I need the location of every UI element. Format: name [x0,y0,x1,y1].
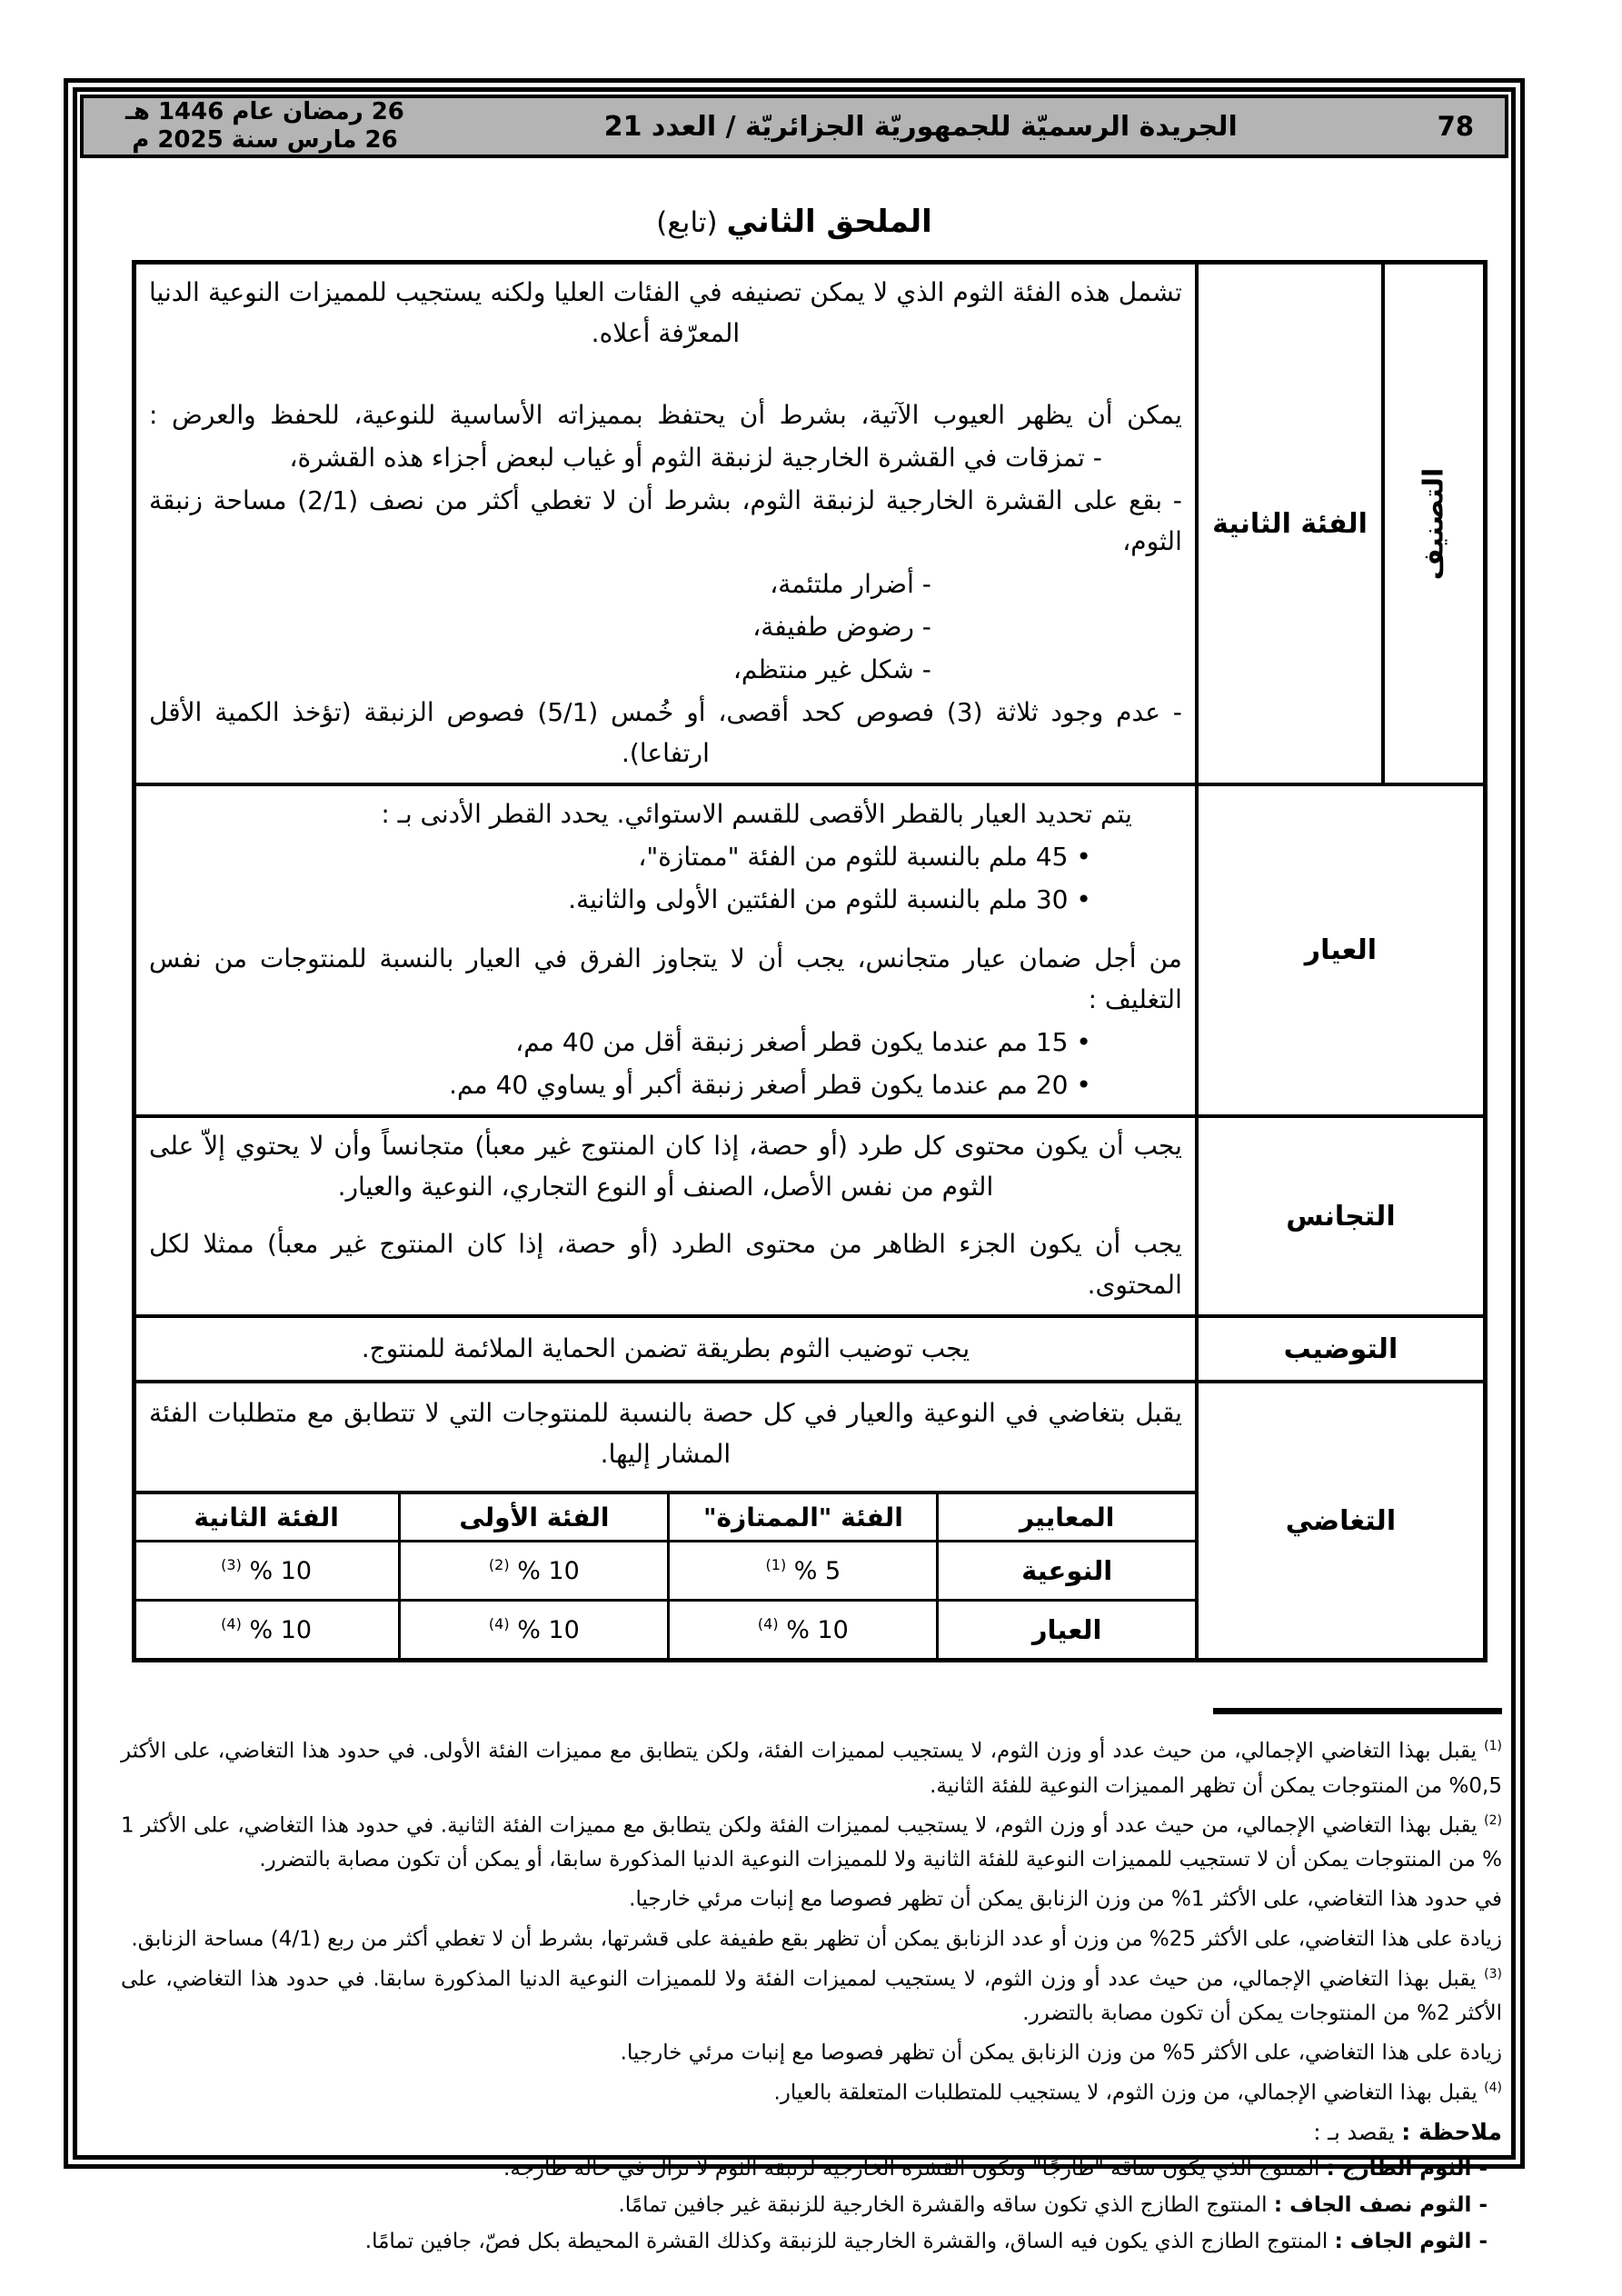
footnote [121,2031,1502,2071]
caliber-bullet: • 15 مم عندما يكون قطر أصغر زنبقة أقل من 40 مم، [515,1027,1091,1057]
footnote-ref: (4) [488,1615,510,1632]
tolerance-grid-row-caliber [134,1601,1195,1659]
note-lead: يقصد بـ : [1313,2119,1402,2145]
page-frame [64,78,1525,2253]
definition-term: - الثوم نصف الجاف : [1273,2192,1488,2217]
definition-text: المنتوج الذي يكون ساقه "طازجًا" وتكون القشرة الخارجية لزنبقة الثوم لا تزال في حالة طازجة. [503,2156,1327,2181]
tolerance-grid-header-row [134,1492,1195,1542]
footnote-text: زيادة على هذا التغاضي، على الأكثر 25% من وزن أو عدد الزنابق يمكن أن تظهر بقع طفيفة على قشرتها، بشرط أن لا تغطي أكثر من ربع (4/1) مساحة الزنابق. [131,1927,1502,1952]
category-second-label: الفئة الثانية [1197,263,1383,785]
definition-fresh-garlic [121,2151,1502,2187]
hijri-date: 26 رمضان عام 1446 هـ [125,98,404,125]
table-row-classification [134,263,1486,785]
homogeneity-paragraph: يجب أن يكون الجزء الظاهر من محتوى الطرد (أو حصة، إذا كان المنتوج غير معبأ) ممثلا لكل المحتوى. [149,1229,1182,1300]
grid-value: 10 % [786,1616,849,1644]
annex-title-main: الملحق الثاني [726,204,932,240]
tolerance-grid [134,1491,1195,1658]
footnote-ref: (3) [221,1556,242,1573]
grid-value: 10 % [517,1616,580,1644]
grid-value: 10 % [249,1616,313,1644]
caliber-label: العيار [1197,784,1486,1116]
classification-paragraph: يمكن أن يظهر العيوب الآتية، بشرط أن يحتفظ بمميزاته الأساسية للنوعية، للحفظ والعرض : [149,400,1182,430]
caliber-paragraph: يتم تحديد العيار بالقطر الأقصى للقسم الاستوائي. يحدد القطر الأدنى بـ : [381,799,1132,829]
footnote-text: يقبل بهذا التغاضي الإجمالي، من حيث عدد أو وزن الثوم، لا يستجيب لمميزات الفئة ولكن يتطابق مع مميزات الفئة الثانية. في حدود هذا التغاضي، على الأكثر 1 % من المنتوجات يمكن أن لا تستجيب للمميزات النوعية للفئة الثانية ولا للمميزات النوعية الدنيا المذكورة سابقا، أو يمكن أن تكون مصابة بالتضرر. [121,1813,1502,1872]
caliber-bullet: • 30 ملم بالنسبة للثوم من الفئتين الأولى والثانية. [568,884,1091,914]
grid-cell [400,1542,669,1601]
tolerance-intro: يقبل بتغاضي في النوعية والعيار في كل حصة بالنسبة للمنتوجات التي لا تتطابق مع متطلبات الفئة المشار إليها. [149,1398,1182,1469]
grid-row-label: النوعية [938,1542,1195,1601]
grid-row-label: العيار [938,1601,1195,1659]
footnote-marker: (1) [1484,1739,1502,1753]
footnote-text: يقبل بهذا التغاضي الإجمالي، من حيث عدد أو وزن الثوم، لا يستجيب لمميزات الفئة، ولكن يتطابق مع مميزات الفئة الأولى. في حدود هذا التغاضي، على الأكثر 0,5% من المنتوجات يمكن أن تظهر المميزات النوعية للفئة الثانية. [121,1739,1502,1798]
tolerance-label: التغاضي [1197,1382,1486,1661]
grid-cell [134,1542,400,1601]
gregorian-date: 26 مارس سنة 2025 م [132,126,398,154]
rotated-label-wrap [1390,265,1478,783]
grid-value: 10 % [249,1557,313,1585]
footnote-ref: (4) [757,1615,779,1632]
definition-text: المنتوج الطازج الذي يكون فيه الساق، والقشرة الخارجية للزنبقة وكذلك القشرة المحيطة بكل فصّ، جافين تمامًا. [364,2229,1335,2253]
classification-paragraph: تشمل هذه الفئة الثوم الذي لا يمكن تصنيفه في الفئات العليا ولكنه يستجيب للمميزات النوعية الدنيا المعرّفة أعلاه. [149,277,1182,348]
grid-value: 5 % [793,1557,841,1585]
grid-cell [134,1601,400,1659]
grid-header-first: الفئة الأولى [400,1492,669,1542]
annex-title-suffix: (تابع) [656,206,718,239]
grid-cell [669,1601,938,1659]
footnote-marker: (2) [1484,1812,1502,1828]
footnote-marker: (4) [1484,2080,1502,2095]
homogeneity-paragraph: يجب أن يكون محتوى كل طرد (أو حصة، إذا كان المنتوج غير معبأ) متجانساً وأن لا يحتوي إلاّ على الثوم من نفس الأصل، الصنف أو النوع التجاري، النوعية والعيار. [149,1131,1182,1202]
spec-table [132,260,1488,1662]
footnote-ref: (2) [488,1556,510,1573]
table-row-tolerance [134,1382,1486,1661]
footnote-ref: (4) [221,1615,242,1632]
homogeneity-content [134,1116,1197,1316]
definition-semidry-garlic [121,2187,1502,2223]
footnote-text: في حدود هذا التغاضي، على الأكثر 1% من وزن الزنابق يمكن أن تظهر فصوصا مع إنبات مرئي خارجيا. [629,1887,1502,1912]
caliber-paragraph: من أجل ضمان عيار متجانس، يجب أن لا يتجاوز الفرق في العيار بالنسبة للمنتوجات من نفس التغليف : [149,943,1182,1014]
annex-title [77,204,1511,240]
packaging-content [134,1316,1197,1382]
note-title: ملاحظة : [1401,2118,1502,2145]
grid-header-criteria: المعايير [938,1492,1195,1542]
classification-item: - شكل غير منتظم، [732,654,931,684]
table-row-homogeneity [134,1116,1486,1316]
grid-value: 10 % [517,1557,580,1585]
classification-item: - بقع على القشرة الخارجية لزنبقة الثوم، بشرط أن لا تغطي أكثر من نصف (2/1) مساحة زنبقة الثوم، [149,485,1182,556]
caliber-content [134,784,1197,1116]
footnote [121,1957,1502,2031]
grid-header-extra: الفئة "الممتازة" [669,1492,938,1542]
tolerance-grid-row-quality [134,1542,1195,1601]
footnote-marker: (3) [1484,1966,1502,1982]
page-number: 78 [1437,111,1474,142]
definition-term: - الثوم الجاف : [1334,2229,1488,2253]
footnote [121,1917,1502,1957]
classification-label: التصنيف [1418,467,1450,580]
footnote [121,2071,1502,2111]
note-heading [121,2114,1502,2151]
journal-title: الجريدة الرسميّة للجمهوريّة الجزائريّة / العدد 21 [603,110,1238,143]
classification-item: - رضوض طفيفة، [752,612,931,642]
footnote-text: يقبل بهذا التغاضي الإجمالي، من حيث عدد أو وزن الثوم، لا يستجيب لمميزات الفئة ولا للمميزات النوعية الدنيا المذكورة سابقا. في حدود هذا التغاضي، على الأكثر 2% من المنتوجات يمكن أن تكون مصابة بالتضرر. [121,1967,1502,2026]
classification-item: - تمزقات في القشرة الخارجية لزنبقة الثوم أو غياب لبعض أجزاء هذه القشرة، [289,443,1102,473]
header-dates [84,98,404,155]
caliber-bullet: • 45 ملم بالنسبة للثوم من الفئة "ممتازة"، [638,842,1091,872]
footnote [121,1729,1502,1803]
footnote [121,1877,1502,1917]
classification-item: - عدم وجود ثلاثة (3) فصوص كحد أقصى، أو خُمس (5/1) فصوص الزنبقة (تؤخذ الكمية الأقل ارتفاعا). [149,697,1182,768]
grid-header-second: الفئة الثانية [134,1492,400,1542]
packaging-text: يجب توضيب الثوم بطريقة تضمن الحماية الملائمة للمنتوج. [361,1333,970,1363]
tolerance-intro-wrap [136,1383,1195,1491]
table-row-caliber [134,784,1486,1116]
homogeneity-label: التجانس [1197,1116,1486,1316]
table-row-packaging [134,1316,1486,1382]
row-header-classification [1383,263,1485,785]
footnote-ref: (1) [765,1556,787,1573]
footnote-separator [1213,1708,1502,1714]
caliber-bullet: • 20 مم عندما يكون قطر أصغر زنبقة أكبر أو يساوي 40 مم. [449,1070,1091,1100]
definition-term: - الثوم الطازج : [1326,2156,1488,2181]
footnote [121,1803,1502,1878]
grid-cell [669,1542,938,1601]
definition-dry-garlic [121,2223,1502,2260]
grid-cell [400,1601,669,1659]
classification-item: - أضرار ملتئمة، [770,569,931,599]
packaging-label: التوضيب [1197,1316,1486,1382]
definition-text: المنتوج الطازج الذي تكون ساقه والقشرة الخارجية للزنبقة غير جافين تمامًا. [618,2192,1274,2217]
classification-content [134,263,1197,785]
footnote-text: زيادة على هذا التغاضي، على الأكثر 5% من وزن الزنابق يمكن أن تظهر فصوصا مع إنبات مرئي خارجيا. [620,2041,1502,2065]
footnote-text: يقبل بهذا التغاضي الإجمالي، من وزن الثوم، لا يستجيب للمتطلبات المتعلقة بالعيار. [773,2081,1485,2105]
footnotes-section [121,1708,1502,2260]
journal-header-bar [80,95,1508,158]
tolerance-content [134,1382,1197,1661]
